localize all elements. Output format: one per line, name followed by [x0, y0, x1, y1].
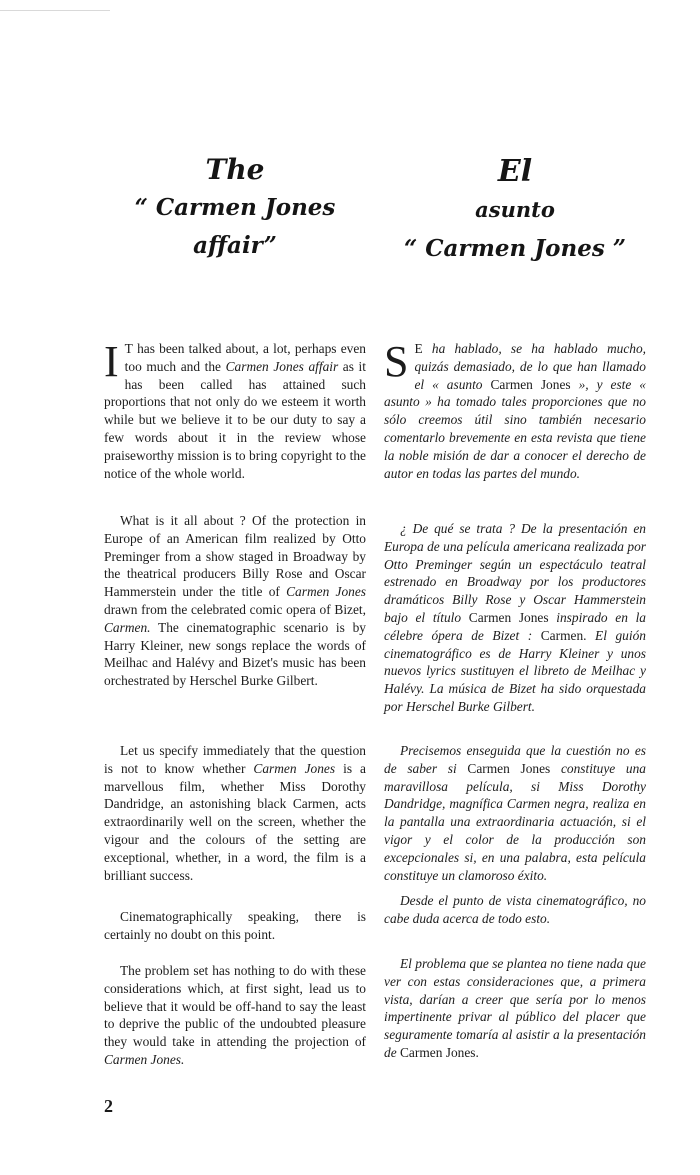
spanish-title-line-1: El — [497, 154, 533, 189]
english-title-line-2: “ Carmen Jones — [134, 194, 336, 221]
spanish-paragraph-5: El problema que se plantea no tiene nada que ver con estas consideraciones que, a primera vista, darían a creer que sería por lo menos impertinente privar al público del placer que seguramente tomaría al asistir a la presentación de Carmen Jones. — [384, 956, 646, 1060]
english-paragraph-2: What is it all about ? Of the protection in Europe of an American film realized by Otto Preminger from a show staged in Broadway by the theatrical producers Billy Rose and Oscar Hammerstein under the title of Carmen Jones drawn from the celebrated comic opera of Bizet, Carmen. The cinematographic scenario is by Harry Kleiner, new songs replace the words of Meilhac and Halévy and Bizet's music has been orchestrated by Herschel Burke Gilbert. — [104, 513, 366, 689]
spanish-title-line-3: “ Carmen Jones ” — [403, 235, 627, 262]
english-title-line-1: The — [205, 153, 265, 186]
english-paragraph-4: Cinematographically speaking, there is certainly no doubt on this point. — [104, 909, 366, 942]
spanish-paragraph-2: ¿ De qué se trata ? De la presentación en Europa de una película americana realizada por Otto Preminger según un espectáculo teatral estrenado en Broadway por los productores dramáticos Billy Rose y Oscar Hammerstein bajo el título Carmen Jones inspirado en la célebre ópera de Bizet : Carmen. El guión cinematográfico es de Harry Kleiner y unos nuevos lyrics sustituyen el libreto de Meilhac y Halévy. La música de Bizet ha sido orquestada por Herschel Burke Gilbert. — [384, 521, 647, 714]
spanish-paragraph-3: Precisemos enseguida que la cuestión no es de saber si Carmen Jones constituye una maravillosa película, si Miss Dorothy Dandridge, magnífica Carmen negra, realiza en la pantalla una extraordinaria actuación, si el vigor y el color de la producción son excepcionales si, en una palabra, esta película constituye un clamoroso éxito. — [384, 743, 647, 883]
english-title — [104, 152, 366, 264]
scan-margin-line — [0, 10, 110, 11]
english-paragraph-3: Let us specify immediately that the question is not to know whether Carmen Jones is a marvellous film, whether Miss Dorothy Dandridge, an astonishing black Carmen, acts extraordinarily well on the screen, whether the vigour and the colours of the setting are exceptional, whether, in a word, the film is a brilliant success. — [104, 743, 366, 883]
english-title-line-3: affair” — [193, 232, 277, 259]
spanish-paragraph-1: S E ha hablado, se ha hablado mucho, quizás demasiado, de lo que han llamado el « asunto Carmen Jones », y este « asunto » ha tomado tales proporciones que no sólo creemos útil sino también necesario comentarlo brevemente en esta revista que tiene la noble misión de dar a conocer el derecho de autor en todas las partes del mundo. — [384, 337, 646, 481]
spanish-dropcap: S — [384, 337, 409, 386]
spanish-title — [384, 152, 646, 270]
page-number: 2 — [104, 1096, 113, 1116]
english-paragraph-5: The problem set has nothing to do with these considerations which, at first sight, lead us to believe that it would be off-hand to say the least to deprive the public of the undoubted pleasure they would take in attending the projection of Carmen Jones. — [104, 963, 366, 1067]
spanish-title-line-2: asunto — [475, 197, 555, 222]
english-paragraph-1: I T has been talked about, a lot, perhaps even too much and the Carmen Jones affair as it has been called has attained such proportions that not only do we esteem it worth while but we believe it to be our duty to say a few words about it in the review whose praiseworthy mission is to bring copyright to the notice of the whole world. — [104, 337, 366, 481]
english-dropcap: I — [104, 337, 119, 386]
spanish-paragraph-4: Desde el punto de vista cinematográfico, no cabe duda acerca de todo esto. — [384, 893, 646, 926]
